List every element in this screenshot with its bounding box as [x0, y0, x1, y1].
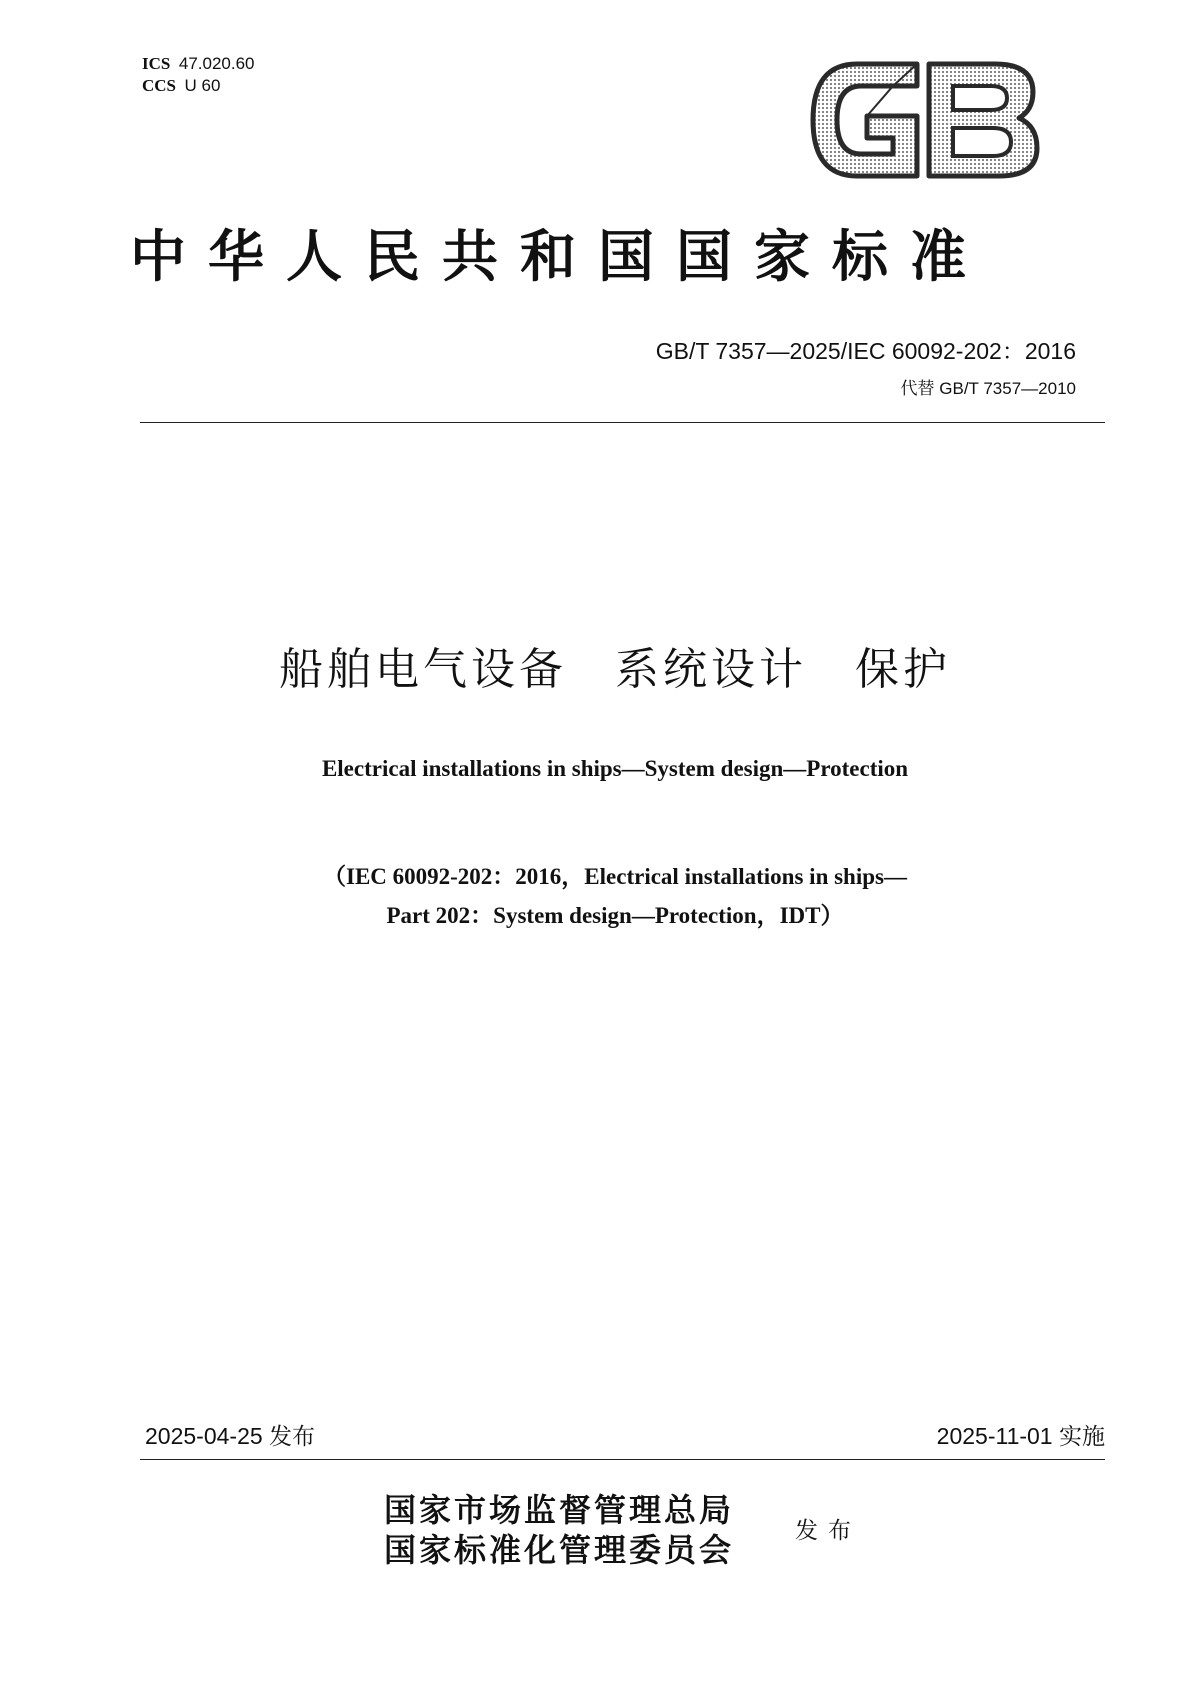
document-title-en: Electrical installations in ships—System design—Protection — [321, 756, 909, 781]
issuer-samr: 国家市场监督管理总局 — [384, 1491, 735, 1529]
publish-label: 发布 — [795, 1518, 861, 1544]
ccs-code — [142, 76, 220, 96]
publish-date: 2025-04-25 发布 — [145, 1423, 316, 1449]
document-title-cn: 船舶电气设备 系统设计 保护 — [279, 644, 951, 695]
iec-reference-line-1: （IEC 60092-202：2016，Electrical installations in ships— — [323, 864, 907, 889]
issuer-sac: 国家标准化管理委员会 — [384, 1531, 735, 1569]
header-divider — [140, 422, 1105, 423]
gb-logo — [805, 58, 1043, 182]
ics-label: ICS — [142, 54, 171, 73]
national-standard-title: 中华人民共和国国家标准 — [130, 224, 988, 290]
replaces-standard: 代替 GB/T 7357—2010 — [900, 379, 1076, 398]
standard-number: GB/T 7357—2025/IEC 60092-202：2016 — [655, 338, 1076, 364]
footer-divider — [140, 1459, 1105, 1460]
ccs-value: U 60 — [184, 76, 221, 95]
iec-reference-line-2: Part 202：System design—Protection，IDT） — [386, 903, 844, 928]
ics-code — [142, 54, 255, 74]
implementation-date: 2025-11-01 实施 — [936, 1423, 1105, 1449]
ccs-label: CCS — [142, 76, 177, 95]
ics-value: 47.020.60 — [178, 54, 255, 73]
